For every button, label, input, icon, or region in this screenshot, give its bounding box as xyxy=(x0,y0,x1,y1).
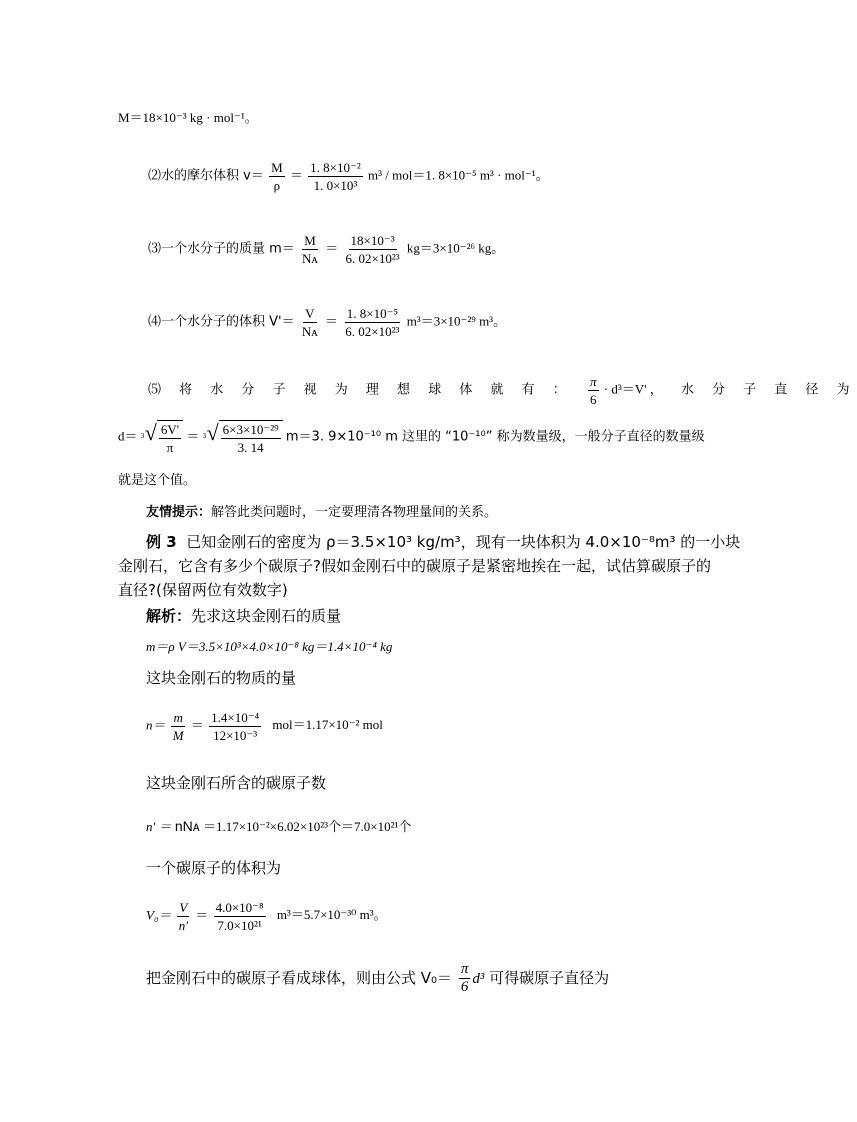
cube-root-1: 3 √ $\frac{6V'}{\pi}$ xyxy=(141,420,183,455)
atoms-intro: 这块金刚石所含的碳原子数 xyxy=(146,774,327,792)
solution-intro: 解析：先求这块金刚石的质量 xyxy=(146,607,342,625)
example-3-line-3: 直径?(保留两位有效数字) xyxy=(118,581,288,599)
item-3-prefix: ⑶一个水分子的质量 m＝ xyxy=(148,241,295,257)
fraction-m-over-rho: $\frac{M}{\rho}$ xyxy=(271,160,283,193)
cube-root-2: 3 √ $\frac{\text{6×3×10⁻²⁹}}{3. 14}$ xyxy=(203,420,283,455)
fraction-value: $\frac{\text{4.0×10⁻⁸}}{\text{7.0×10²¹}}$ xyxy=(215,900,264,933)
tip-label: 友情提示： xyxy=(146,505,212,520)
fraction-V-over-n: $\frac{V}{n'}$ xyxy=(178,900,189,933)
fraction-value: $\frac{\text{1. 8×10⁻⁵}}{\text{6. 02×10²³}}$ xyxy=(345,306,400,339)
mass-equation: m＝ρ V＝3.5×10³×4.0×10⁻⁸ kg＝1.4×10⁻⁴ kg xyxy=(146,639,393,654)
molar-mass-text: M＝18×10⁻³ kg · mol⁻¹。 xyxy=(118,110,258,125)
fraction-m-over-M: $\frac{m}{M}$ xyxy=(172,710,184,743)
moles-intro: 这块金刚石的物质的量 xyxy=(146,669,297,687)
item-2-prefix: ⑵水的摩尔体积 v＝ xyxy=(148,168,264,184)
item-2-suffix: m³ / mol＝1. 8×10⁻⁵ m³ · mol⁻¹。 xyxy=(368,167,549,183)
last-line: 把金刚石中的碳原子看成球体，则由公式 V₀＝ $\frac{\pi}{6}$ d³ 可得碳原子直径为 xyxy=(146,961,610,995)
fraction-v-over-na: $\frac{V}{\text{Nᴀ}}$ xyxy=(301,306,318,339)
diameter-lhs: d＝ xyxy=(118,428,138,444)
item-4-molecule-volume: ⑷一个水分子的体积 V'＝ $\frac{V}{\text{Nᴀ}}$ ＝ $\frac{\text{1. 8×10⁻⁵}}{\text{6. 02×10²³}}$ m³＝3×10⁻²⁹ m³。 xyxy=(148,306,507,339)
example-3-line-1: 例 3 已知金刚石的密度为 ρ＝3.5×10³ kg/m³，现有一块体积为 4.0×10⁻⁸m³ 的一小块 xyxy=(146,533,741,551)
fraction-value: $\frac{\text{18×10⁻³}}{\text{6. 02×10²³}}$ xyxy=(345,233,400,266)
tip-text: 解答此类问题时，一定要理清各物理量间的关系。 xyxy=(211,505,498,520)
fraction-value: $\frac{\text{1.4×10⁻⁴}}{\text{12×10⁻³}}$ xyxy=(211,710,260,743)
friendly-tip xyxy=(146,505,497,521)
volume-intro: 一个碳原子的体积为 xyxy=(146,859,282,877)
item-5-text-b: ， 水 分 子 直 径 为 xyxy=(649,382,857,398)
item-4-prefix: ⑷一个水分子的体积 V'＝ xyxy=(148,314,295,330)
item-3-molecule-mass: ⑶一个水分子的质量 m＝ $\frac{M}{\text{Nᴀ}}$ ＝ $\frac{\text{18×10⁻³}}{\text{6. 02×10²³}}$ kg＝3×10⁻²⁶ kg。 xyxy=(148,233,505,266)
diameter-line: d＝ 3 √ $\frac{6V'}{\pi}$ ＝ 3 √ $\frac{\text{6×3×10⁻²⁹}}{3. 14}$ m＝3. 9×10⁻¹⁰ m 这里的 “10⁻¹⁰” 称为数量级，一般分子直径的数量级 xyxy=(118,420,705,455)
fraction-value: $\frac{\text{1. 8×10⁻²}}{\text{1. 0×10³}}$ xyxy=(310,160,361,193)
item-5-text-a: ⑸ 将 水 分 子 视 为 理 想 球 体 就 有 ： xyxy=(148,382,573,398)
item-5-sphere-model xyxy=(148,374,857,407)
fraction-m-over-na: $\frac{M}{\text{Nᴀ}}$ xyxy=(302,233,318,266)
example-3-label: 例 3 xyxy=(146,533,177,551)
fraction-pi-over-6: $\frac{\pi}{6}$ xyxy=(460,961,469,995)
item-4-suffix: m³＝3×10⁻²⁹ m³。 xyxy=(406,313,507,329)
volume-equation: V₀＝ $\frac{V}{n'}$ ＝ $\frac{\text{4.0×10⁻⁸}}{\text{7.0×10²¹}}$ m³＝5.7×10⁻³⁰ m³。 xyxy=(146,900,387,933)
item-3-suffix: kg＝3×10⁻²⁶ kg。 xyxy=(406,240,505,256)
diameter-result: m＝3. 9×10⁻¹⁰ m 这里的 “10⁻¹⁰” 称为数量级，一般分子直径的数量级 xyxy=(285,429,705,445)
moles-equation: n＝ $\frac{m}{M}$ ＝ $\frac{\text{1.4×10⁻⁴}}{\text{12×10⁻³}}$ mol＝1.17×10⁻² mol xyxy=(146,710,383,743)
item-5-formula: · d³＝V' xyxy=(603,381,647,397)
item-2-molar-volume: ⑵水的摩尔体积 v＝ $\frac{M}{\rho}$ ＝ $\frac{\text{1. 8×10⁻²}}{\text{1. 0×10³}}$ m³ / mol＝1. 8×10⁻⁵ m³ · mol⁻¹。 xyxy=(148,160,549,193)
molar-mass-line xyxy=(118,110,258,126)
solution-label: 解析： xyxy=(146,607,192,625)
example-3-line-2: 金刚石，它含有多少个碳原子?假如金刚石中的碳原子是紧密地挨在一起，试估算碳原子的 xyxy=(118,557,711,575)
fraction-pi-over-6: $\frac{\pi}{6}$ xyxy=(589,374,597,407)
conclusion-line: 就是这个值。 xyxy=(118,473,197,488)
atoms-equation: n′ ＝ nNᴀ ＝1.17×10⁻²×6.02×10²³个＝7.0×10²¹个 xyxy=(146,818,412,834)
